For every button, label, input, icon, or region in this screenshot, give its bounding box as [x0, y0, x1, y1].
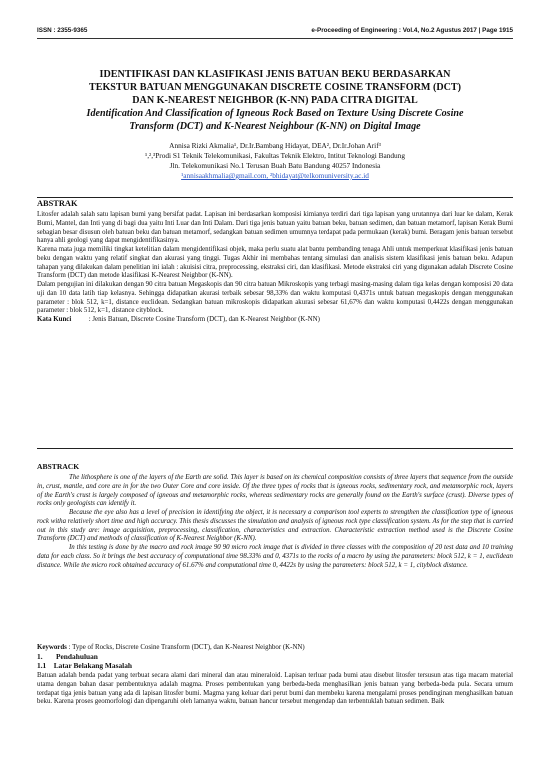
- abstrak-bottom-rule: [37, 448, 513, 449]
- abstrak-top-rule: [37, 197, 513, 198]
- header-rule: [37, 38, 513, 39]
- journal-label: e-Proceeding of Engineering : Vol.4, No.2 Agustus 2017 | Page 1915: [311, 26, 513, 34]
- author-block: [37, 141, 513, 181]
- title-line-2: TEKSTUR BATUAN MENGGUNAKAN DISCRETE COSINE TRANSFORM (DCT): [88, 82, 461, 93]
- abstrak-keywords-label: Kata Kunci: [37, 316, 72, 323]
- abstract-paragraph-3: In this testing is done by the macro and rock image 90 90 micro rock image that is divided in three classes with the composition of 20 test data and 10 training data for each class. So it brings the best accuracy of computational time 98.33% and 0, 4371s to the rocks of a macro by using the parameters: block 512, k = 1, euclidean distance. While the micro rock obtained accuracy of 61.67% and computational time 0, 4422s by using the parameters: block 512, k = 1, cityblock distance.: [37, 544, 513, 569]
- abstrak-heading: ABSTRAK: [37, 199, 78, 208]
- author-address: Jln. Telekomunikasi No.1 Terusan Buah Batu Bandung 40257 Indonesia: [169, 161, 381, 170]
- abstract-paragraph-2: Because the eye also has a level of precision in identifying the object, it is necessary a comparison tool experts to strengthen the classification type of igneous rock witha relatively short time and high accuracy. This thesis discusses the simulation and analysis of igneous rock type classification system. As for the step that is carried out in this study are: image acquisition, preprocessing, classification, characteristics and extraction. Characteristic extraction method used is the Discrete Cosine Transform (DCT) and methods of classification of K-Nearest Neighbor (K-NN).: [37, 509, 513, 543]
- author-affiliation: ¹,²,³Prodi S1 Teknik Telekomunikasi, Fakultas Teknik Elektro, Intitut Teknologi Bandung: [145, 151, 405, 160]
- english-title-2: Transform (DCT) and K-Nearest Neighbour (K-NN) on Digital Image: [129, 121, 421, 132]
- abstract-keywords-text: : Type of Rocks, Discrete Cosine Transform (DCT), dan K-Nearest Neighbor (K-NN): [68, 644, 305, 651]
- abstrak-body: [37, 211, 513, 325]
- abstrak-keywords-text: : Jenis Batuan, Discrete Cosine Transform (DCT), dan K-Nearest Neighbor (K-NN): [88, 316, 320, 323]
- title-block: [37, 68, 513, 181]
- abstrak-paragraph-3: Dalam pengujian ini dilakukan dengan 90 citra batuan Megaskopis dan 90 citra batuan Mikroskopis yang terbagi masing-masing dalam tiga kelas dengan komposisi 20 data uji dan 10 data latih tiap kelasnya. Sehingga didapatkan akurasi terbaik sebesar 98,33% dan waktu komputasi 0,4371s untuk batuan megaskopis dengan menggunakan parameter : blok 512, k=1, distance euclidean. Sedangkan batuan mikroskopis didapatkan akurasi sebesar 61,67% dan waktu komputasi 0,4422s dengan menggunakan parameter : blok 512, k=1, distance cityblock.: [37, 281, 513, 315]
- section-1-body: [37, 672, 513, 707]
- title-line-3: DAN K-NEAREST NEIGHBOR (K-NN) PADA CITRA DIGITAL: [132, 95, 418, 106]
- subsection-1-1-heading: [37, 662, 513, 672]
- abstract-keywords: [37, 644, 513, 653]
- author-names: Annisa Rizki Akmalia¹, Dr.Ir.Bambang Hidayat, DEA², Dr.Ir.Johan Arif³: [169, 141, 381, 150]
- abstract-keywords-label: Keywords: [37, 644, 67, 651]
- english-title-1: Identification And Classification of Igneous Rock Based on Texture Using Discrete Cosine: [86, 108, 464, 119]
- abstrak-paragraph-2: Karena mata juga memiliki tingkat ketelitian dalam mengidentifikasi objek, maka perlu suatu alat bantu pembanding tenaga Ahli untuk memperkuat klasifikasi jenis batuan beku dengan waktu yang relatif singkat dan akurasi yang tinggi. Tugas Akhir ini membahas tentang simulasi dan analisis sistem klasifikasi jenis batuan beku. Adapun tahapan yang dilakukan dalam penelitian ini ialah : akuisisi citra, preprocessing, ekstraksi ciri, dan klasifikasi. Metode ekstraksi ciri yang digunakan adalah Discrete Cosine Transform (DCT) dan metode klasifikasi K-Nearest Neighbor (K-NN).: [37, 246, 513, 280]
- abstrak-paragraph-1: Litosfer adalah salah satu lapisan bumi yang bersifat padat. Lapisan ini berdasarkan komposisi kimianya terdiri dari tiga lapisan yang urutannya dari luar ke dalam, Kerak Bumi, Mantel, dan Inti yang di bagi dua yaitu Inti Luar dan Inti Dalam. Dari tiga jenis batuan yaitu batuan beku, batuan sedimen, dan batuan metamorf, lapisan Kerak Bumi sebagian besar disusun oleh batuan beku dan batuan metamorf, sedangkan batuan sedimen umumnya terdapat pada permukaan (kerak) bumi. Beragam jenis batuan tersebut hanya ahli geologi yang dapat mengidentifikasinya.: [37, 211, 513, 245]
- abstract-heading: ABSTRACK: [37, 462, 80, 471]
- abstract-body: [37, 474, 513, 570]
- subsection-1-1-number: 1.1: [37, 661, 47, 670]
- section-1-title: Pendahuluan: [56, 652, 98, 661]
- issn-label: ISSN : 2355-9365: [37, 26, 88, 34]
- title-line-1: IDENTIFIKASI DAN KLASIFIKASI JENIS BATUAN BEKU BERDASARKAN: [99, 69, 451, 80]
- running-header: [37, 23, 513, 37]
- author-emails[interactable]: ¹annisaakhmalia@gmail.com, ²bhidayat@telkomuniversity.ac.id: [181, 171, 369, 180]
- subsection-1-1-title: Latar Belakang Masalah: [53, 661, 133, 670]
- section-1-number: 1.: [37, 652, 43, 661]
- abstrak-keywords: [37, 316, 513, 325]
- abstract-paragraph-1: The lithosphere is one of the layers of the Earth are solid. This layer is based on its chemical composition consists of three layers that sequence from the outside in, crust, mantle, and core are in for the two Outer Core and core inside. Of the three types of rocks that is igneous rocks, sedimentary rock, and metamorphic rock, layers of the Earth's crust is largely composed of igneous and metamorphic rocks, whereas sedimentary rocks are generally found on the Earth's surface (crust). Diverse types of rocks only geologists can identify it.: [37, 474, 513, 508]
- section-1-paragraph: Batuan adalah benda padat yang terbuat secara alami dari mineral dan atau mineraloid. Lapisan terluar pada bumi atau disebut litosfer tersusun atas tiga macam material utama dengan bahan dasar pembentuknya adalah magma. Proses pembentukan yang berbeda-beda menghasilkan jenis batuan yang berbeda-beda pula. Secara umum terdapat tiga jenis batuan yang ada di lapisan litosfer bumi. Magma yang keluar dari perut bumi dan membeku karena mengalami proses pendinginan menghasilkan batuan beku. Karena proses geomorfologi dan dipengaruhi oleh lamanya waktu, batuan hancur tersebut mengendap dan terbentuklah batuan sedimen. Baik: [37, 672, 513, 706]
